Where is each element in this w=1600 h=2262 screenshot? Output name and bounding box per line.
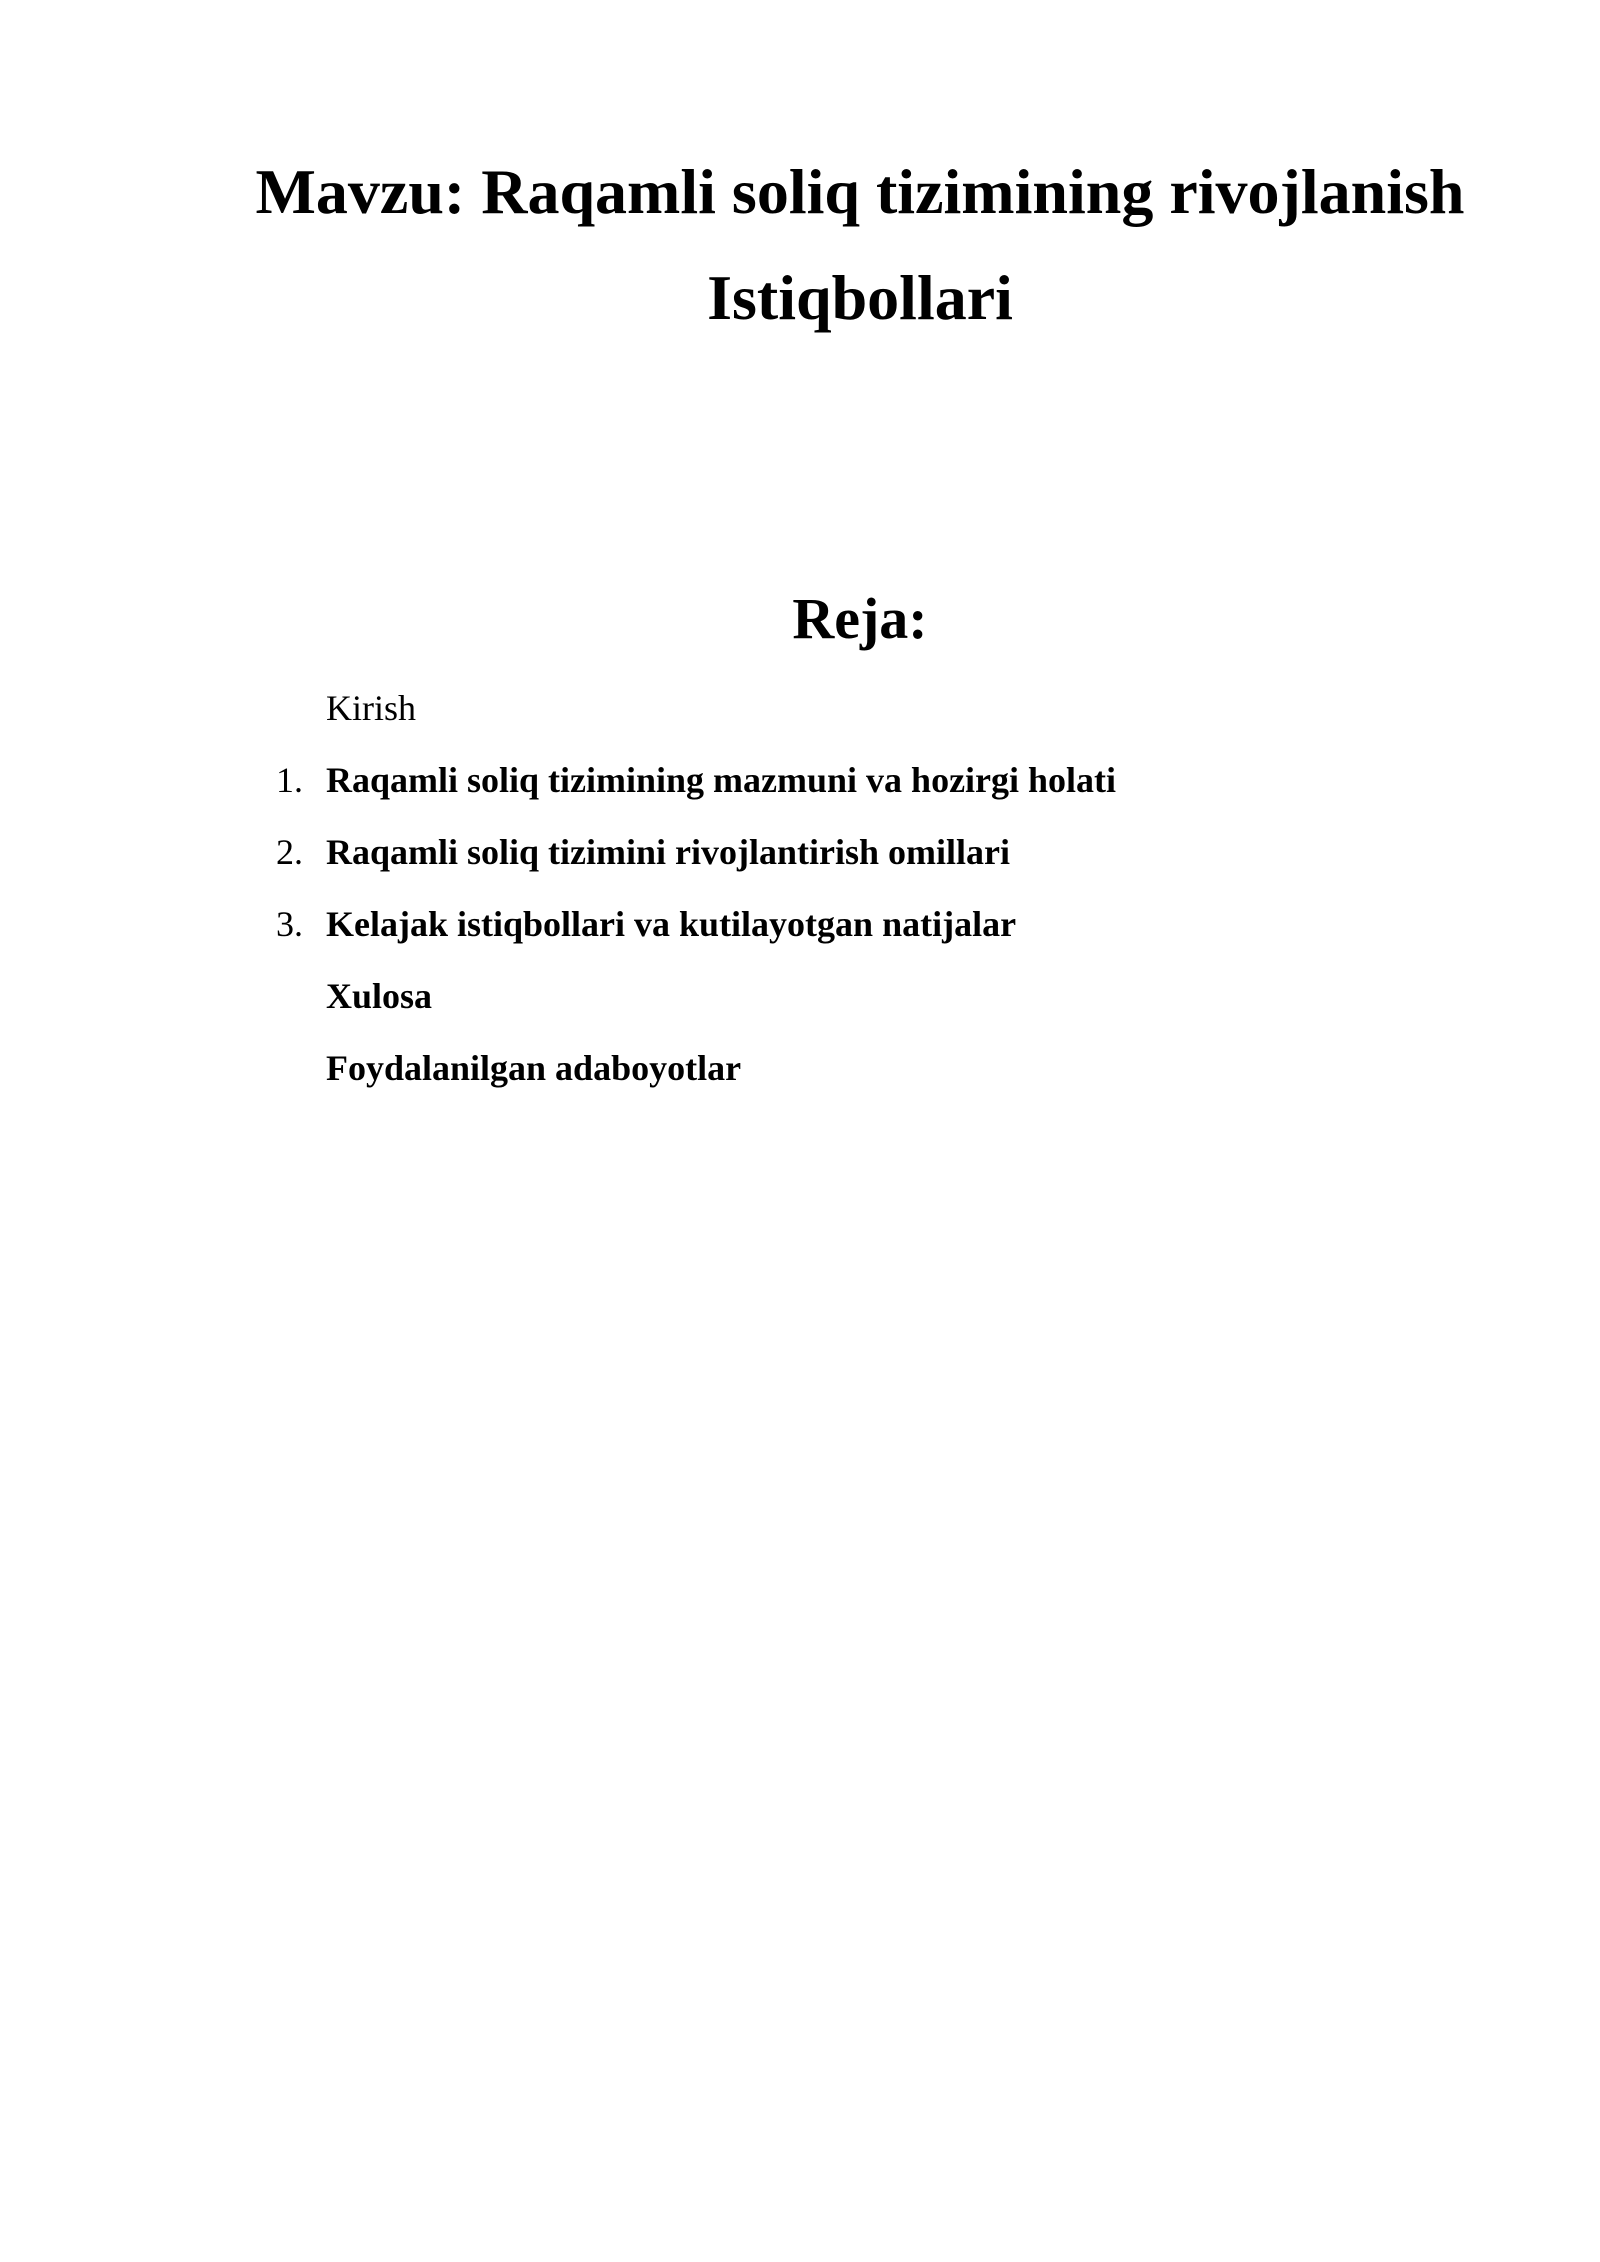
plan-item-text: Kirish xyxy=(326,688,416,728)
plan-item-1 xyxy=(276,760,1117,800)
plan-item-number: 2. xyxy=(276,832,303,872)
document-title-line-2: Istiqbollari xyxy=(707,262,1013,333)
document-title-line-1: Mavzu: Raqamli soliq tizimining rivojlanish xyxy=(255,156,1465,227)
plan-item-number: 3. xyxy=(276,904,303,944)
plan-heading: Reja: xyxy=(792,586,928,651)
plan-item-text: Raqamli soliq tizimining mazmuni va hozirgi holati xyxy=(326,760,1117,800)
plan-item-number: 1. xyxy=(276,760,303,800)
plan-item-references xyxy=(326,1050,741,1086)
plan-item-text: Xulosa xyxy=(326,976,433,1016)
plan-item-conclusion xyxy=(326,978,432,1014)
plan-item-text: Foydalanilgan adaboyotlar xyxy=(326,1048,742,1088)
plan-item-2 xyxy=(276,832,1010,872)
plan-item-3 xyxy=(276,904,1017,944)
plan-item-text: Kelajak istiqbollari va kutilayotgan natijalar xyxy=(326,904,1017,944)
plan-item-introduction xyxy=(326,690,416,726)
plan-item-text: Raqamli soliq tizimini rivojlantirish omillari xyxy=(326,832,1010,872)
